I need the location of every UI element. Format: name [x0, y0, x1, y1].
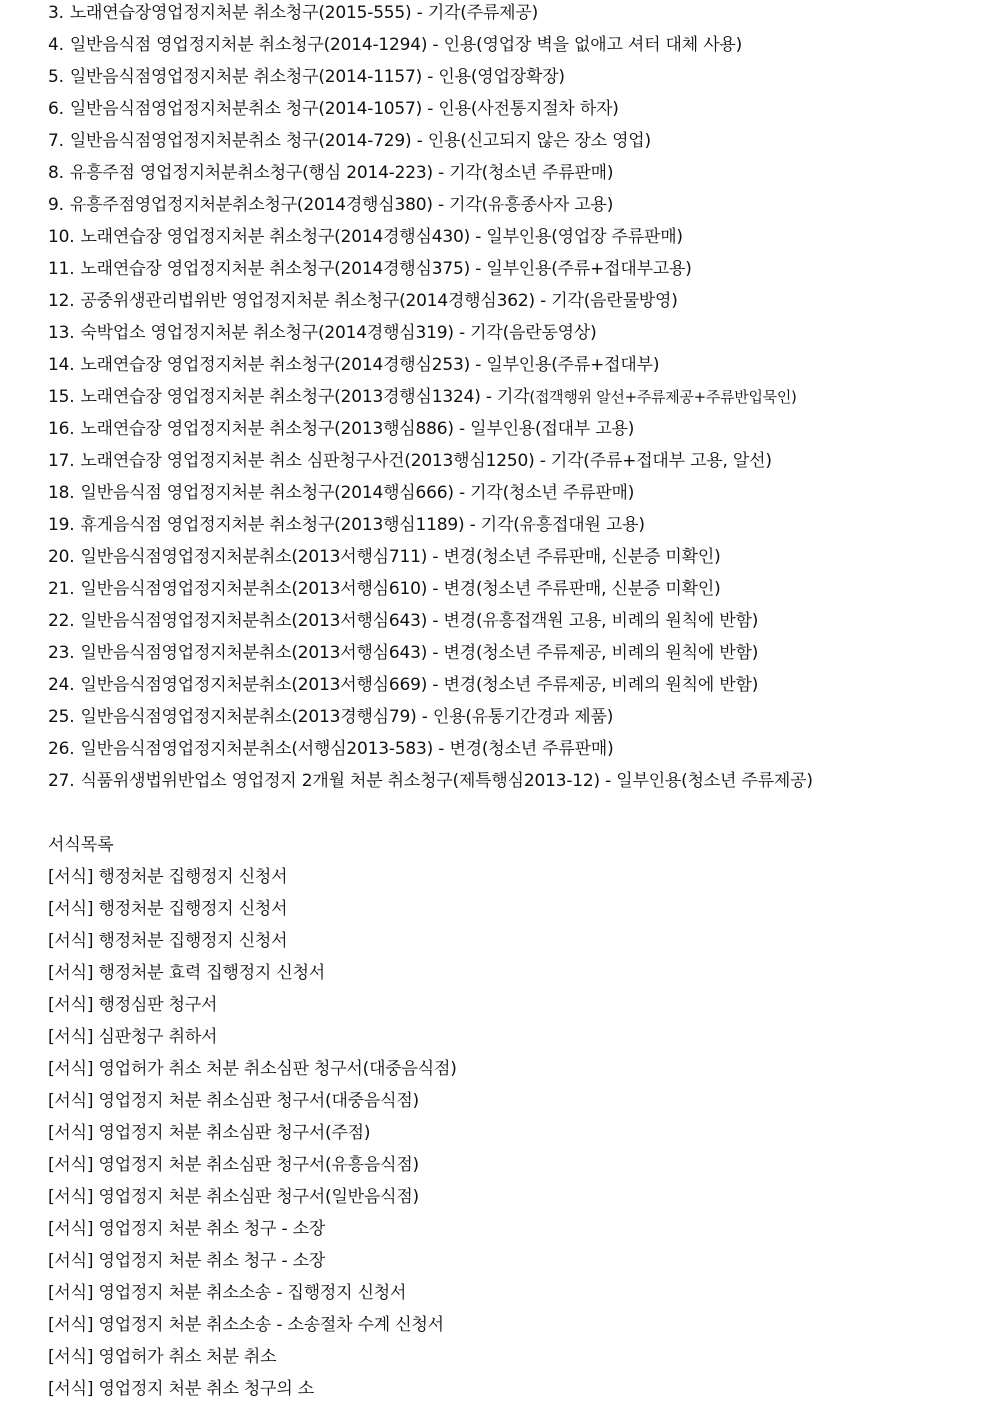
case-number: 14.: [48, 355, 75, 375]
case-list: [48, 0, 992, 797]
case-text: 일반음식점영업정지처분취소(2013서행심643) - 변경(유흥접객원 고용, 비례의 원칙에 반함): [80, 611, 759, 631]
form-item: [서식] 영업허가 취소 처분 취소심판 청구서(대중음식점): [48, 1059, 457, 1079]
form-item: [서식] 행정처분 집행정지 신청서: [48, 931, 288, 951]
case-number: 13.: [48, 323, 75, 343]
case-item: [48, 765, 992, 797]
case-number: 5.: [48, 67, 64, 87]
form-item: [서식] 영업정지 처분 취소소송 - 소송절차 수계 신청서: [48, 1315, 444, 1335]
case-text: 일반음식점 영업정지처분 취소청구(2014행심666) - 기각(청소년 주류판매): [80, 483, 635, 503]
form-list: [48, 861, 992, 1405]
case-item: [48, 221, 992, 253]
case-text: 노래연습장 영업정지처분 취소 심판청구사건(2013행심1250) - 기각(주류+접대부 고용, 알선): [80, 451, 772, 471]
case-detail: (접객행위 알선+주류제공+주류반입묵인): [529, 388, 797, 406]
case-item: [48, 125, 992, 157]
form-item: [서식] 영업허가 취소 처분 취소: [48, 1347, 277, 1367]
case-text: 휴게음식점 영업정지처분 취소청구(2013행심1189) - 기각(유흥접대원 고용): [80, 515, 645, 535]
case-number: 10.: [48, 227, 75, 247]
case-text: 숙박업소 영업정지처분 취소청구(2014경행심319) - 기각(음란동영상): [80, 323, 597, 343]
case-number: 22.: [48, 611, 75, 631]
case-number: 18.: [48, 483, 75, 503]
form-item: [서식] 영업정지 처분 취소 청구 - 소장: [48, 1219, 326, 1239]
case-number: 19.: [48, 515, 75, 535]
case-number: 26.: [48, 739, 75, 759]
case-item: [48, 349, 992, 381]
case-number: 8.: [48, 163, 64, 183]
case-number: 6.: [48, 99, 64, 119]
case-item: [48, 157, 992, 189]
form-item: [서식] 영업정지 처분 취소심판 청구서(일반음식점): [48, 1187, 419, 1207]
case-item: [48, 541, 992, 573]
case-item: [48, 285, 992, 317]
case-number: 23.: [48, 643, 75, 663]
case-text: 일반음식점영업정지처분취소 청구(2014-729) - 인용(신고되지 않은 장소 영업): [69, 131, 651, 151]
case-item: [48, 93, 992, 125]
case-item: [48, 189, 992, 221]
case-text: 공중위생관리법위반 영업정지처분 취소청구(2014경행심362) - 기각(음란물방영): [80, 291, 678, 311]
case-item: [48, 605, 992, 637]
case-text: 노래연습장 영업정지처분 취소청구(2014경행심253) - 일부인용(주류+접대부): [80, 355, 660, 375]
case-item: [48, 573, 992, 605]
case-text: 일반음식점영업정지처분 취소청구(2014-1157) - 인용(영업장확장): [69, 67, 565, 87]
case-number: 17.: [48, 451, 75, 471]
case-item: [48, 0, 992, 29]
form-item: [서식] 영업정지 처분 취소 청구의 소: [48, 1379, 314, 1399]
case-item: [48, 381, 992, 413]
case-text: 일반음식점 영업정지처분 취소청구(2014-1294) - 인용(영업장 벽을 없애고 셔터 대체 사용): [69, 35, 743, 55]
form-item: [서식] 영업정지 처분 취소심판 청구서(유흥음식점): [48, 1155, 419, 1175]
case-text: 노래연습장 영업정지처분 취소청구(2014경행심430) - 일부인용(영업장 주류판매): [80, 227, 683, 247]
form-item: [서식] 영업정지 처분 취소 청구 - 소장: [48, 1251, 326, 1271]
case-number: 20.: [48, 547, 75, 567]
case-text: 노래연습장 영업정지처분 취소청구(2013경행심1324) - 기각: [80, 387, 530, 407]
case-text: 일반음식점영업정지처분취소(2013서행심610) - 변경(청소년 주류판매, 신분증 미확인): [80, 579, 721, 599]
case-item: [48, 733, 992, 765]
case-text: 일반음식점영업정지처분취소(서행심2013-583) - 변경(청소년 주류판매): [80, 739, 614, 759]
case-text: 일반음식점영업정지처분취소(2013경행심79) - 인용(유통기간경과 제품): [80, 707, 614, 727]
case-item: [48, 61, 992, 93]
case-item: [48, 701, 992, 733]
case-number: 24.: [48, 675, 75, 695]
case-item: [48, 669, 992, 701]
case-item: [48, 317, 992, 349]
case-item: [48, 477, 992, 509]
case-text: 노래연습장 영업정지처분 취소청구(2014경행심375) - 일부인용(주류+접대부고용): [80, 259, 692, 279]
case-number: 15.: [48, 387, 75, 407]
case-number: 25.: [48, 707, 75, 727]
case-text: 일반음식점영업정지처분취소(2013서행심711) - 변경(청소년 주류판매, 신분증 미확인): [80, 547, 721, 567]
form-item: [서식] 심판청구 취하서: [48, 1027, 218, 1047]
case-item: [48, 413, 992, 445]
case-number: 9.: [48, 195, 64, 215]
case-item: [48, 637, 992, 669]
case-text: 유흥주점영업정지처분취소청구(2014경행심380) - 기각(유흥종사자 고용): [69, 195, 614, 215]
case-text: 식품위생법위반업소 영업정지 2개월 처분 취소청구(제특행심2013-12) - 일부인용(청소년 주류제공): [80, 771, 813, 791]
case-item: [48, 29, 992, 61]
case-number: 27.: [48, 771, 75, 791]
form-item: [서식] 행정처분 집행정지 신청서: [48, 899, 288, 919]
case-text: 노래연습장 영업정지처분 취소청구(2013행심886) - 일부인용(접대부 고용): [80, 419, 635, 439]
case-text: 일반음식점영업정지처분취소(2013서행심669) - 변경(청소년 주류제공, 비례의 원칙에 반함): [80, 675, 759, 695]
forms-section-title: 서식목록: [48, 835, 114, 855]
case-text: 노래연습장영업정지처분 취소청구(2015-555) - 기각(주류제공): [69, 3, 539, 23]
case-number: 7.: [48, 131, 64, 151]
case-number: 16.: [48, 419, 75, 439]
form-item: [서식] 행정처분 집행정지 신청서: [48, 867, 288, 887]
form-item: [서식] 영업정지 처분 취소심판 청구서(주점): [48, 1123, 371, 1143]
form-item: [서식] 행정심판 청구서: [48, 995, 218, 1015]
case-item: [48, 253, 992, 285]
case-number: 3.: [48, 3, 64, 23]
case-text: 유흥주점 영업정지처분취소청구(행심 2014-223) - 기각(청소년 주류판매): [69, 163, 614, 183]
case-item: [48, 509, 992, 541]
case-number: 12.: [48, 291, 75, 311]
form-item: [서식] 영업정지 처분 취소소송 - 집행정지 신청서: [48, 1283, 407, 1303]
form-item: [서식] 행정처분 효력 집행정지 신청서: [48, 963, 326, 983]
section-spacer: [48, 797, 992, 829]
case-number: 4.: [48, 35, 64, 55]
case-text: 일반음식점영업정지처분취소(2013서행심643) - 변경(청소년 주류제공, 비례의 원칙에 반함): [80, 643, 759, 663]
case-item: [48, 445, 992, 477]
case-text: 일반음식점영업정지처분취소 청구(2014-1057) - 인용(사전통지절차 하자): [69, 99, 619, 119]
case-number: 21.: [48, 579, 75, 599]
form-item: [서식] 영업정지 처분 취소심판 청구서(대중음식점): [48, 1091, 419, 1111]
case-number: 11.: [48, 259, 75, 279]
